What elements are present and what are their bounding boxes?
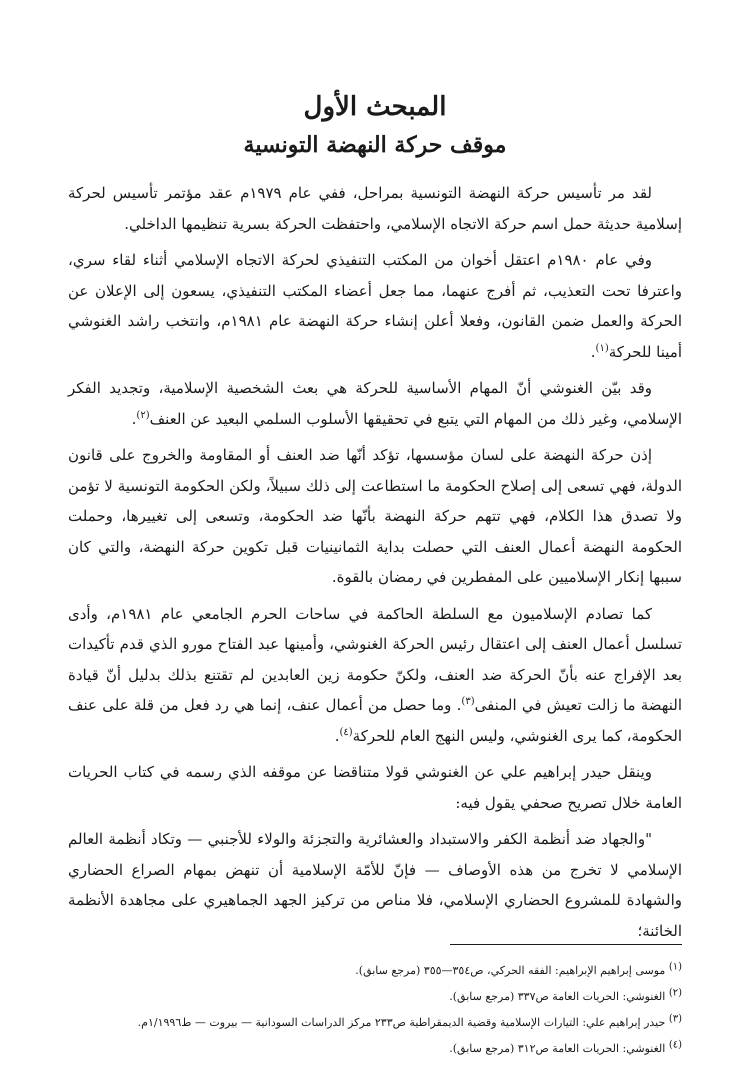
- paragraph-7-quote: "والجهاد ضد أنظمة الكفر والاستبداد والعشائرية والتجزئة والولاء للأجنبي — وتكاد أنظمة العالم الإسلامي لا تخرج من هذه الأوصاف — فإنّ للأمّة الإسلامية أن تنهض بمهام الصراع الحضاري والشهادة للمشروع الحضاري الإسلامي، فلا مناص من تركيز الجهد الجماهيري على مجاهدة الأنظمة الخائنة؛: [68, 830, 682, 940]
- footnote-2: $^{(٢)}$ الغنوشي: الحريات العامة ص٣٣٧ (مرجع سابق).: [449, 987, 682, 1003]
- paragraph-2: وفي عام ١٩٨٠م اعتقل أخوان من المكتب التنفيذي لحركة الاتجاه الإسلامي أثناء لقاء سري، واعترفا تحت التعذيب، ثم أفرج عنهما، مما جعل أعضاء المكتب التنفيذي، يسعون إلى الإعلان عن الحركة والعمل ضمن القانون، وفعلا أعلن إنشاء حركة النهضة عام ١٩٨١م، وانتخب راشد الغنوشي أمينا للحركة$^{(١)}$.: [68, 251, 682, 361]
- footnote-ref-3: (٣): [461, 696, 475, 707]
- footnote-4: $^{(٤)}$ الغنوشي: الحريات العامة ص٣١٢ (مرجع سابق).: [449, 1039, 682, 1055]
- footnotes: [68, 958, 682, 1062]
- footnote-3: $^{(٣)}$ حيدر إبراهيم علي: التيارات الإسلامية وقضية الديمقراطية ص٢٣٣ مركز الدراسات السودانية — بيروت — ط١/١٩٩٦م.: [137, 1013, 682, 1029]
- footnote-1: $^{(١)}$ موسى إبراهيم الإبراهيم: الفقه الحركي، ص٣٥٤—٣٥٥ (مرجع سابق).: [355, 961, 682, 977]
- paragraph-5: كما تصادم الإسلاميون مع السلطة الحاكمة في ساحات الحرم الجامعي عام ١٩٨١م، وأدى تسلسل أعمال العنف إلى اعتقال رئيس الحركة الغنوشي، وأمينها عبد الفتاح مورو الذي قدم تأكيدات بعد الإفراج عنه بأنّ الحركة ضد العنف، ولكنّ حكومة زين العابدين لم تقتنع بذلك بدليل أنّ قيادة النهضة ما زالت تعيش في المنفى$^{(٣)}$. وما حصل من أعمال عنف، إنما هي رد فعل من قلة على عنف الحكومة، كما يرى الغنوشي، وليس النهج العام للحركة$^{(٤)}$.: [68, 604, 682, 745]
- body-text: [68, 178, 682, 946]
- paragraph-1: لقد مر تأسيس حركة النهضة التونسية بمراحل، ففي عام ١٩٧٩م عقد مؤتمر تأسيس لحركة إسلامية حديثة حمل اسم حركة الاتجاه الإسلامي، واحتفظت الحركة بسرية تنظيمها الداخلي.: [68, 184, 682, 233]
- footnote-ref-4: (٤): [339, 726, 353, 738]
- paragraph-6: وينقل حيدر إبراهيم علي عن الغنوشي قولا متناقضا عن موقفه الذي رسمه في كتاب الحريات العامة خلال تصريح صحفي يقول فيه:: [68, 763, 682, 812]
- paragraph-3: وقد بيّن الغنوشي أنّ المهام الأساسية للحركة هي بعث الشخصية الإسلامية، وتجديد الفكر الإسلامي، وغير ذلك من المهام التي يتبع في تحقيقها الأسلوب السلمي البعيد عن العنف$^{(٢)}$.: [68, 379, 682, 428]
- paragraph-4: إذن حركة النهضة على لسان مؤسسها، تؤكد أنّها ضد العنف أو المقاومة والخروج على قانون الدولة، فهي تسعى إلى إصلاح الحكومة ما استطاعت إلى ذلك سبيلاً، ولكن الحكومة التونسية لا تؤمن ولا تصدق هذا الكلام، فهي تتهم حركة النهضة بأنّها ضد الحكومة، وتسعى إلى تغييرها، وحملت الحكومة النهضة أعمال العنف التي حصلت بداية الثمانينيات قبل تكوين حركة النهضة، والتي كان سببها إنكار الإسلاميين على المفطرين في رمضان بالقوة.: [68, 446, 682, 586]
- section-heading: المبحث الأول: [303, 92, 447, 122]
- section-subheading: موقف حركة النهضة التونسية: [243, 132, 507, 158]
- footnote-divider: [450, 944, 682, 945]
- footnote-ref-1: (١): [595, 342, 609, 354]
- footnote-ref-2: (٢): [136, 409, 150, 421]
